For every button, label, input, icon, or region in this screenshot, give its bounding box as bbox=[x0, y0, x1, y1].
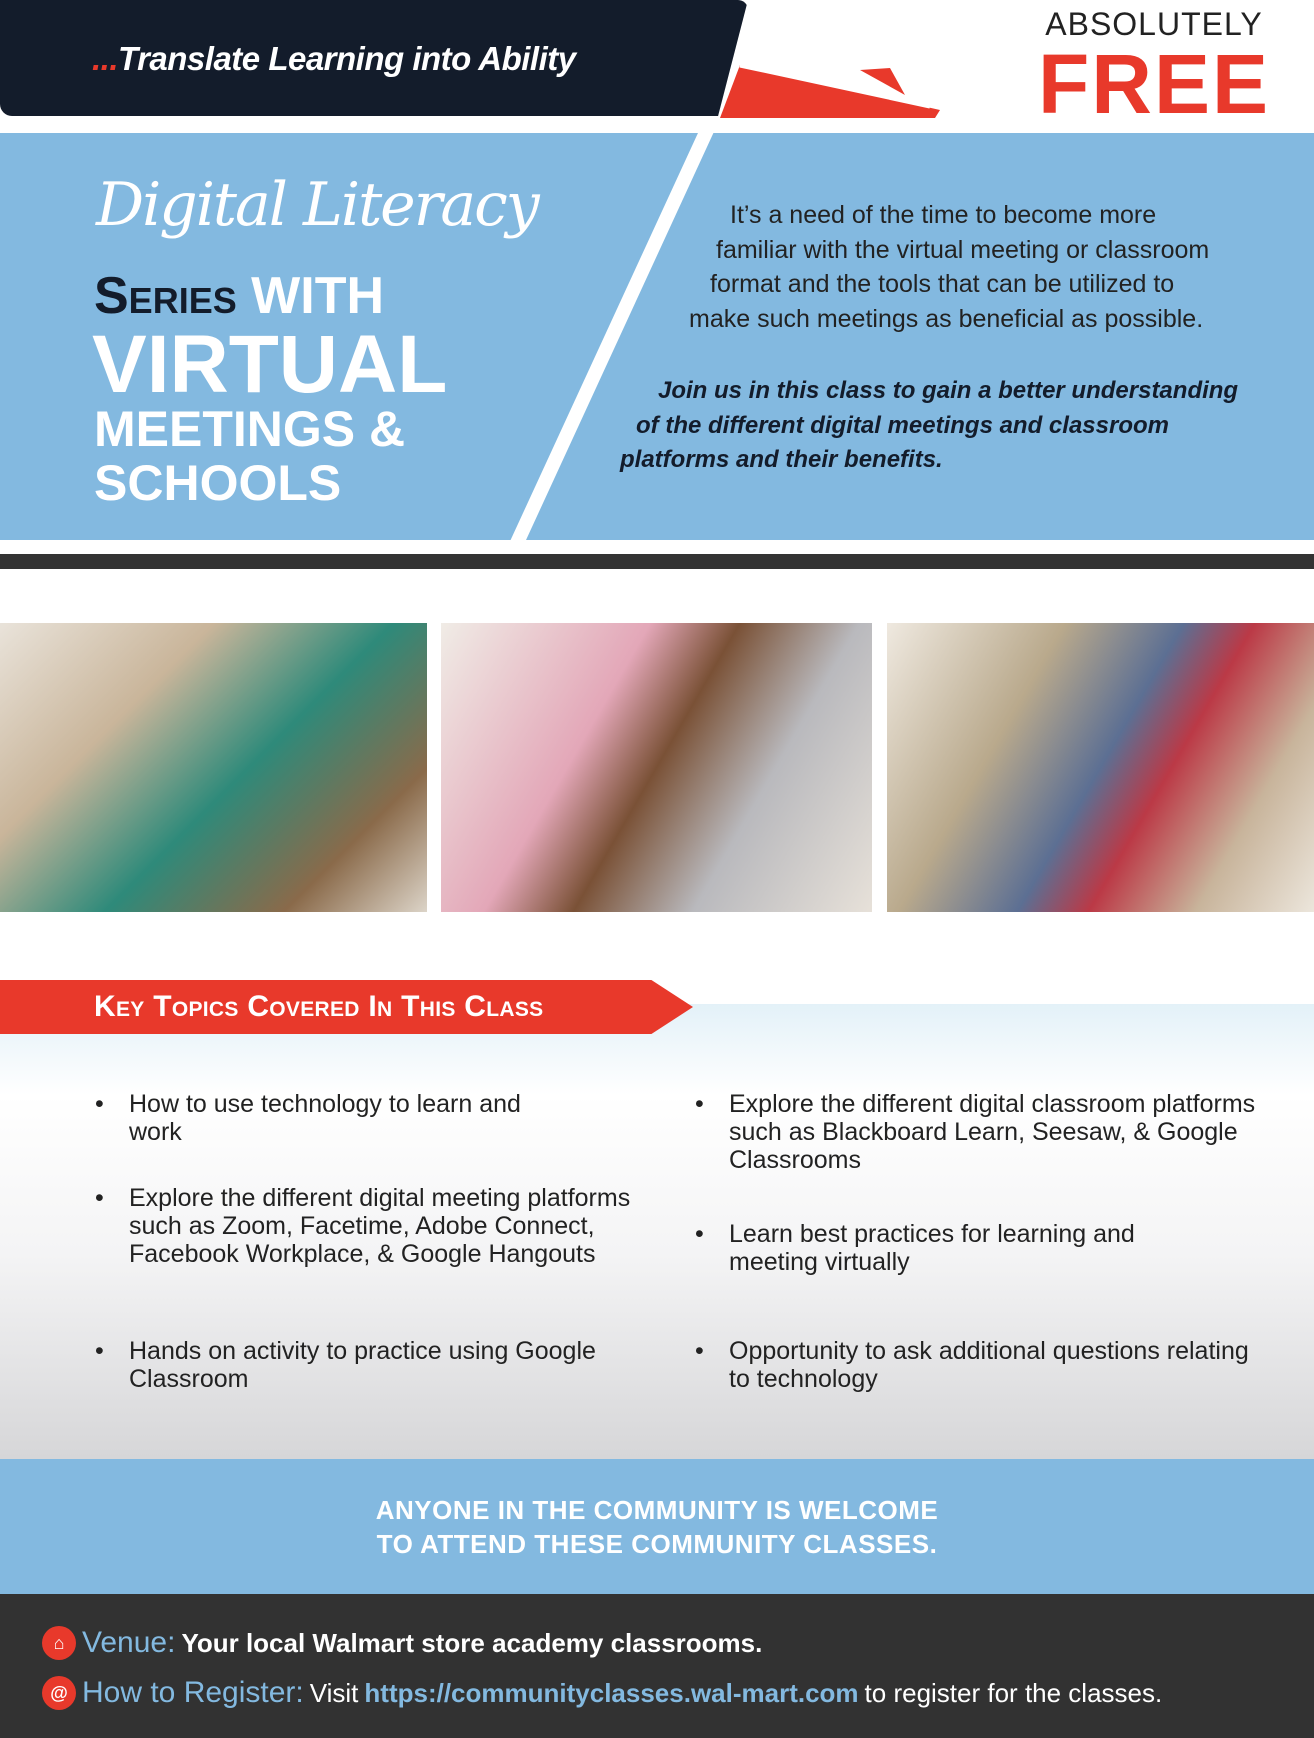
topic-text: Hands on activity to practice using Google Classroom bbox=[129, 1337, 596, 1393]
topic-text: Explore the different digital meeting platforms such as Zoom, Facetime, Adobe Connect, Facebook Workplace, & Google Hangouts bbox=[129, 1184, 631, 1268]
venue-text: Your local Walmart store academy classrooms. bbox=[181, 1627, 763, 1658]
series-word: Series bbox=[94, 267, 237, 325]
topic-item bbox=[95, 1337, 609, 1393]
hero-series bbox=[94, 266, 384, 326]
bullet-icon: • bbox=[695, 1337, 704, 1365]
tagline-dots: ... bbox=[92, 40, 119, 77]
topic-item bbox=[695, 1337, 1259, 1393]
bullet-icon: • bbox=[95, 1090, 104, 1118]
hero-description bbox=[680, 198, 1290, 336]
at-icon: @ bbox=[42, 1676, 76, 1710]
hero-join bbox=[620, 374, 1280, 478]
welcome-line: ANYONE IN THE COMMUNITY IS WELCOME bbox=[375, 1495, 939, 1525]
topic-text: How to use technology to learn and work bbox=[129, 1090, 521, 1146]
join-line: platforms and their benefits. bbox=[620, 446, 943, 473]
topics-title: Key Topics Covered In This Class bbox=[94, 990, 544, 1023]
red-arrow-shape bbox=[720, 60, 940, 118]
footer bbox=[0, 1594, 1314, 1738]
bullet-icon: • bbox=[95, 1184, 104, 1212]
topic-item bbox=[695, 1090, 1259, 1174]
with-word: WITH bbox=[251, 267, 385, 325]
join-line: of the different digital meetings and classroom bbox=[636, 411, 1169, 439]
venue-label: Venue: bbox=[82, 1626, 176, 1659]
venue-row bbox=[42, 1626, 762, 1660]
bullet-icon: • bbox=[695, 1090, 704, 1118]
topic-text: Learn best practices for learning and meeting virtually bbox=[729, 1220, 1135, 1276]
photo-teen-laptop bbox=[0, 623, 427, 912]
welcome-text bbox=[0, 1493, 1314, 1561]
photo-father-son-tablet bbox=[887, 623, 1314, 912]
divider-stripe bbox=[0, 554, 1314, 569]
tagline-text: Translate Learning into Ability bbox=[118, 40, 576, 77]
free-label: FREE bbox=[1037, 37, 1271, 131]
bullet-icon: • bbox=[95, 1337, 104, 1365]
topic-text: Explore the different digital classroom platforms such as Blackboard Learn, Seesaw, & Google Classrooms bbox=[729, 1090, 1256, 1174]
register-pre: Visit bbox=[309, 1677, 359, 1708]
register-row bbox=[42, 1676, 1162, 1710]
topic-item bbox=[695, 1220, 1219, 1276]
register-link[interactable]: https://communityclasses.wal-mart.com bbox=[364, 1677, 859, 1708]
photo-mother-daughter-laptop bbox=[441, 623, 872, 912]
tagline bbox=[92, 40, 576, 78]
register-label: How to Register: bbox=[82, 1676, 304, 1709]
description-line: format and the tools that can be utilized to bbox=[710, 270, 1175, 298]
description-line: It’s a need of the time to become more bbox=[730, 201, 1157, 229]
welcome-line: TO ATTEND THESE COMMUNITY CLASSES. bbox=[376, 1529, 938, 1559]
topic-text: Opportunity to ask additional questions relating to technology bbox=[729, 1337, 1249, 1393]
home-icon: ⌂ bbox=[42, 1626, 76, 1660]
bullet-icon: • bbox=[695, 1220, 704, 1248]
hero-virtual: VIRTUAL bbox=[92, 319, 448, 410]
description-line: familiar with the virtual meeting or classroom bbox=[716, 235, 1210, 264]
join-line: Join us in this class to gain a better understanding bbox=[658, 377, 1239, 404]
description-line: make such meetings as beneficial as possible. bbox=[689, 304, 1204, 333]
absolutely-label: ABSOLUTELY bbox=[1045, 6, 1263, 42]
hero-script-title: Digital Literacy bbox=[96, 170, 538, 240]
meetings-line: MEETINGS & bbox=[94, 401, 406, 457]
topic-item bbox=[95, 1184, 649, 1268]
schools-line: SCHOOLS bbox=[94, 455, 342, 511]
hero-meetings-schools bbox=[94, 402, 405, 510]
register-post: to register for the classes. bbox=[864, 1677, 1163, 1708]
topic-item bbox=[95, 1090, 559, 1146]
